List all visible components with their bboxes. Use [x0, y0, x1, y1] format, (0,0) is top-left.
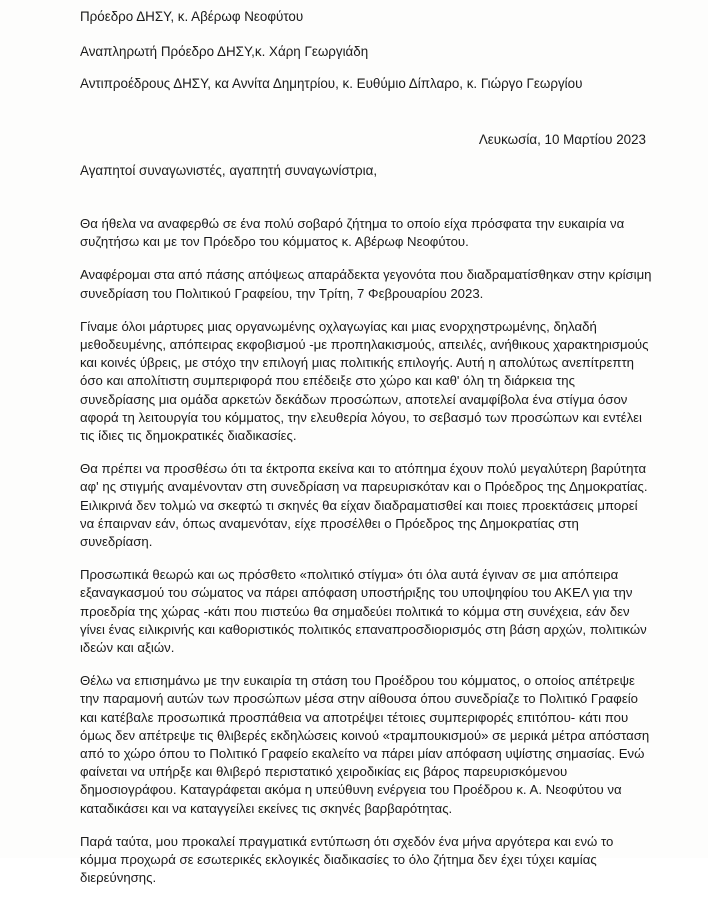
addressee-vice-presidents: Αντιπροέδρους ΔΗΣΥ, κα Αννίτα Δημητρίου, κ. Ευθύμιο Δίπλαρο, κ. Γιώργο Γεωργίου: [80, 76, 583, 91]
salutation: Αγαπητοί συναγωνιστές, αγαπητή συναγωνίστρια,: [80, 163, 378, 178]
paragraph: Προσωπικά θεωρώ και ως πρόσθετο «πολιτικό στίγμα» ότι όλα αυτά έγιναν σε μια απόπειρα εξαναγκασμού του σώματος να πάρει απόφαση υποστήριξης του υποψηφίου του ΑΚΕΛ για την προεδρία της χώρας -κάτι που πιστεύω θα σημαδεύει πολιτικά το κόμμα στη συνέχεια, εάν δεν γίνει ένας ειλικρινής και καθοριστικός πολιτικός επαναπροσδιορισμός στη βάση αρχών, πολιτικών ιδεών και αξιών.: [80, 567, 647, 656]
paragraph: Γίναμε όλοι μάρτυρες μιας οργανωμένης οχλαγωγίας και μιας ενορχηστρωμένης, δηλαδή μεθοδευμένης, απόπειρας εκφοβισμού -με προπηλακισμούς, απειλές, ανήθικους χαρακτηρισμούς και κοινές ύβρεις, με στόχο την επιλογή μιας πολιτικής επιλογής. Αυτή η απολύτως ανεπίτρεπτη όσο και απολίτιστη συμπεριφορά που επέδειξε στο χώρο και καθ' όλη τη διάρκεια της συνεδρίασης μια ομάδα αρκετών δεκάδων προσώπων, αποτελεί αναμφίβολα ένα στίγμα όσον αφορά τη λειτουργία του κόμματος, την ελευθερία λόγου, το σεβασμό των προσώπων και εντέλει τις ίδιες τις δημοκρατικές διαδικασίες.: [80, 318, 649, 444]
paragraph: Θέλω να επισημάνω με την ευκαιρία τη στάση του Προέδρου του κόμματος, ο οποίος απέτρεψε την παραμονή αυτών των προσώπων μέσα στην αίθουσα όπου συνεδρίαζε το Πολιτικό Γραφείο και κατέβαλε προσωπικά προσπάθεια να αποτρέψει τέτοιες συμπεριφορές επιτόπου- κάτι που όμως δεν απέτρεψε τις θλιβερές εκδηλώσεις κοινού «τραμπουκισμού» σε μερικά μέτρα απόσταση από το χώρο όπου το Πολιτικό Γραφείο εκαλείτο να πάρει μίαν απόφαση υψίστης σημασίας. Ενώ φαίνεται να υπήρξε και θλιβερό περιστατικό χειροδικίας εις βάρος παρευρισκόμενου δημοσιογράφου. Καταγράφεται ακόμα η υπεύθυνη ενέργεια του Προέδρου κ. Α. Νεοφύτου να καταδικάσει και να καταγγείλει εκείνες τις σκηνές βαρβαρότητας.: [80, 673, 650, 816]
paragraph: Θα πρέπει να προσθέσω ότι τα έκτροπα εκείνα και το ατόπημα έχουν πολύ μεγαλύτερη βαρύτητα αφ' ης στιγμής αναμένονταν στη συνεδρίαση να παρευρισκόταν και ο Πρόεδρος της Δημοκρατίας. Ειλικρινά δεν τολμώ να σκεφτώ τι σκηνές θα είχαν διαδραματισθεί και ποιες προεκτάσεις μπορεί να έπαιρναν εάν, όπως αναμενόταν, είχε προσέλθει ο Πρόεδρος της Δημοκρατίας στη συνεδρίαση.: [80, 461, 648, 550]
date-line: Λευκωσία, 10 Μαρτίου 2023: [478, 132, 646, 147]
letter-body: [80, 215, 652, 903]
paragraph: Θα ήθελα να αναφερθώ σε ένα πολύ σοβαρό ζήτημα το οποίο είχα πρόσφατα την ευκαιρία να συζητήσω και με τον Πρόεδρο του κόμματος κ. Αβέρωφ Νεοφύτου.: [80, 216, 625, 250]
addressee-deputy-president: Αναπληρωτή Πρόεδρο ΔΗΣΥ,κ. Χάρη Γεωργιάδη: [80, 44, 369, 59]
paragraph: Αναφέρομαι στα από πάσης απόψεως απαράδεκτα γεγονότα που διαδραματίσθηκαν στην κρίσιμη συνεδρίαση του Πολιτικού Γραφείου, την Τρίτη, 7 Φεβρουαρίου 2023.: [80, 267, 652, 301]
paragraph: Παρά ταύτα, μου προκαλεί πραγματικά εντύπωση ότι σχεδόν ένα μήνα αργότερα και ενώ το κόμμα προχωρά σε εσωτερικές εκλογικές διαδικασίες το όλο ζήτημα δεν έχει τύχει καμίας διερεύνησης.: [80, 833, 614, 886]
addressee-president: Πρόεδρο ΔΗΣΥ, κ. Αβέρωφ Νεοφύτου: [80, 9, 304, 24]
